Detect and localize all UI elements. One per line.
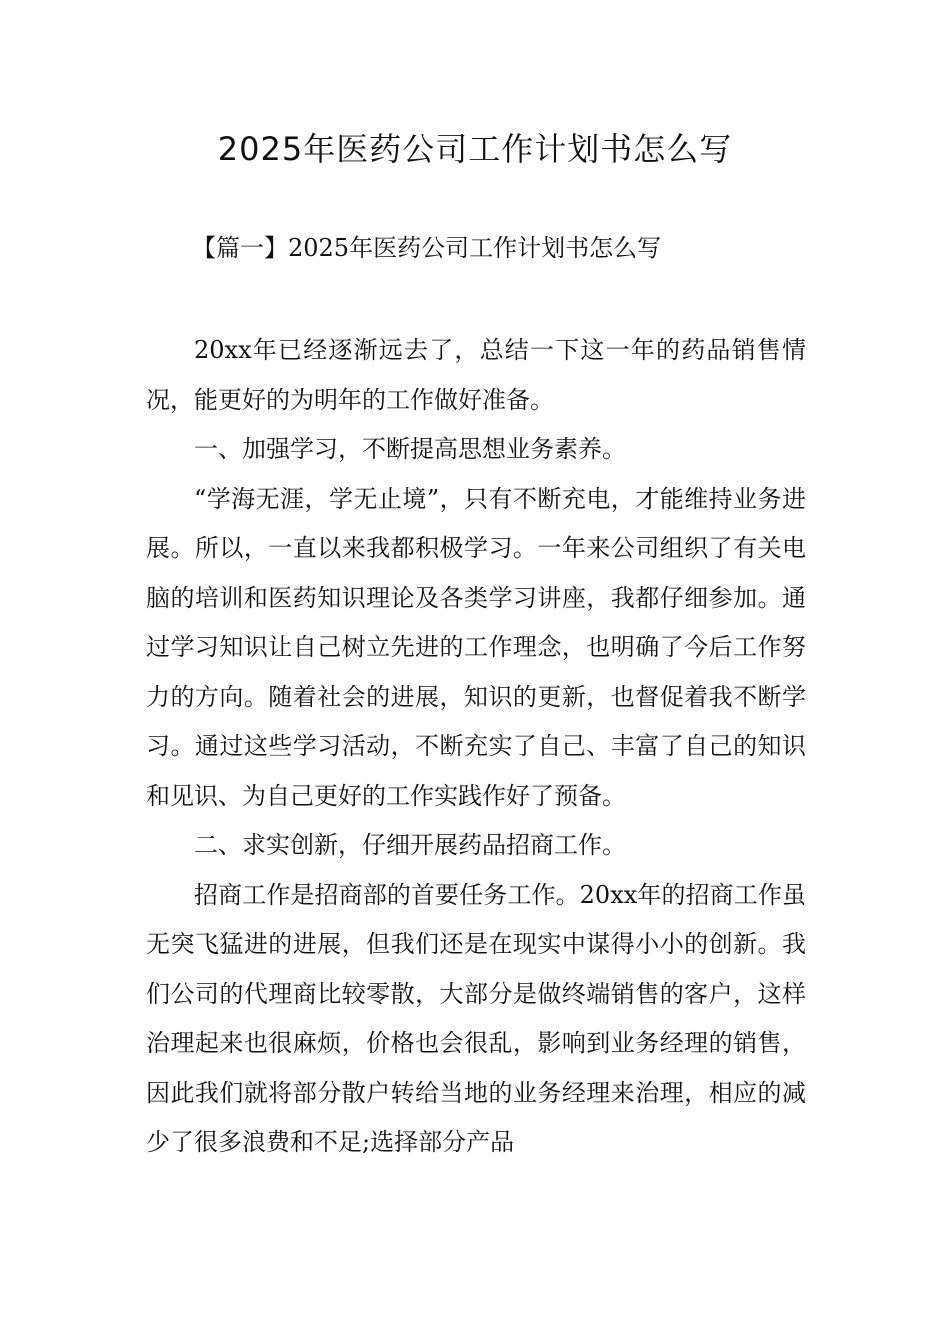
paragraph-heading-2: 二、求实创新，仔细开展药品招商工作。: [194, 831, 626, 859]
paragraph-investment: 招商工作是招商部的首要任务工作。20xx年的招商工作虽无突飞猛进的进展，但我们还是在现实中谋得小小的创新。我们公司的代理商比较零散，大部分是做终端销售的客户，这样治理起来也很麻烦，价格也会很乱，影响到业务经理的销售，因此我们就将部分散户转给当地的业务经理来治理，相应的减少了很多浪费和不足;选择部分产品: [146, 880, 806, 1156]
paragraph-study: “学海无涯，学无止境”，只有不断充电，才能维持业务进展。所以，一直以来我都积极学习。一年来公司组织了有关电脑的培训和医药知识理论及各类学习讲座，我都仔细参加。通过学习知识让自己树立先进的工作理念，也明确了今后工作努力的方向。随着社会的进展，知识的更新，也督促着我不断学习。通过这些学习活动，不断充实了自己、丰富了自己的知识和见识、为自己更好的工作实践作好了预备。: [146, 484, 806, 810]
section-heading: 【篇一】2025年医药公司工作计划书怎么写: [192, 234, 662, 262]
paragraph-intro: 20xx年已经逐渐远去了，总结一下这一年的药品销售情况，能更好的为明年的工作做好准备。: [146, 336, 806, 414]
paragraph-heading-1: 一、加强学习，不断提高思想业务素养。: [194, 435, 626, 463]
document-title: 2025年医药公司工作计划书怎么写: [217, 130, 733, 168]
document-body: [146, 326, 806, 1168]
